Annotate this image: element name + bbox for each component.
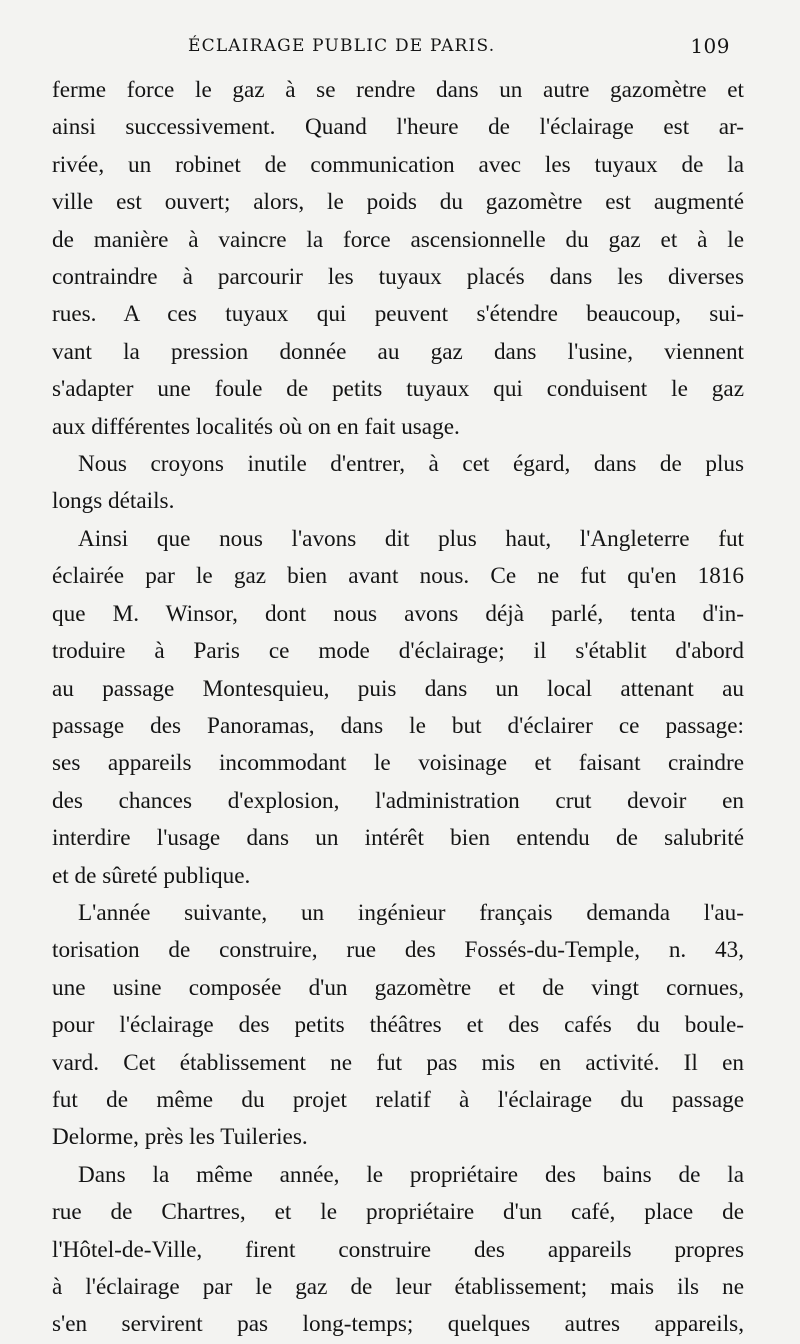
paragraph: [52, 72, 744, 446]
text-line: fut de même du projet relatif à l'éclairage du passage: [52, 1086, 744, 1113]
text-line: des chances d'explosion, l'administration crut devoir en: [52, 787, 744, 814]
text-line: Dans la même année, le propriétaire des bains de la: [78, 1161, 744, 1188]
text-line: L'année suivante, un ingénieur français demanda l'au-: [78, 899, 744, 926]
text-line: éclairée par le gaz bien avant nous. Ce ne fut qu'en 1816: [52, 563, 744, 590]
text-line: pour l'éclairage des petits théâtres et des cafés du boule-: [52, 1012, 744, 1039]
paragraph: [52, 446, 744, 521]
text-line: interdire l'usage dans un intérêt bien entendu de salubrité: [52, 825, 744, 852]
text-line: Nous croyons inutile d'entrer, à cet égard, dans de plus: [78, 451, 744, 478]
body-text: [52, 72, 744, 1344]
text-line: Delorme, près les Tuileries.: [52, 1124, 308, 1151]
text-line: à l'éclairage par le gaz de leur établissement; mais ils ne: [52, 1274, 744, 1300]
text-line: que M. Winsor, dont nous avons déjà parlé, tenta d'in-: [52, 600, 744, 627]
text-line: au passage Montesquieu, puis dans un local attenant au: [52, 675, 744, 702]
text-line: Ainsi que nous l'avons dit plus haut, l'Angleterre fut: [78, 525, 744, 552]
text-line: rivée, un robinet de communication avec les tuyaux de la: [52, 151, 744, 178]
page-number: 109: [690, 34, 730, 58]
text-line: vant la pression donnée au gaz dans l'usine, viennent: [52, 338, 744, 365]
running-title: ÉCLAIRAGE PUBLIC DE PARIS.: [188, 36, 496, 56]
text-line: ferme force le gaz à se rendre dans un autre gazomètre et: [52, 77, 744, 103]
text-line: l'Hôtel-de-Ville, firent construire des appareils propres: [52, 1236, 744, 1263]
text-line: une usine composée d'un gazomètre et de vingt cornues,: [52, 974, 744, 1001]
text-line: aux différentes localités où on en fait usage.: [52, 413, 460, 440]
text-line: troduire à Paris ce mode d'éclairage; il s'établit d'abord: [52, 638, 744, 665]
text-line: ville est ouvert; alors, le poids du gazomètre est augmenté: [52, 189, 744, 216]
text-line: ainsi successivement. Quand l'heure de l'éclairage est ar-: [52, 114, 744, 141]
text-line: longs détails.: [52, 488, 175, 515]
text-line: de manière à vaincre la force ascensionnelle du gaz et à le: [52, 226, 744, 253]
text-line: vard. Cet établissement ne fut pas mis en activité. Il en: [52, 1049, 744, 1076]
text-line: ses appareils incommodant le voisinage et faisant craindre: [52, 750, 744, 777]
text-line: torisation de construire, rue des Fossés-du-Temple, n. 43,: [52, 937, 744, 964]
running-header: [52, 32, 744, 72]
text-line: s'adapter une foule de petits tuyaux qui conduisent le gaz: [52, 376, 744, 403]
text-line: rue de Chartres, et le propriétaire d'un café, place de: [52, 1199, 744, 1226]
text-line: passage des Panoramas, dans le but d'éclairer ce passage:: [52, 712, 744, 739]
text-line: rues. A ces tuyaux qui peuvent s'étendre beaucoup, sui-: [52, 301, 744, 328]
paragraph: [52, 521, 744, 895]
text-line: s'en servirent pas long-temps; quelques autres appareils,: [52, 1311, 744, 1338]
text-line: contraindre à parcourir les tuyaux placés dans les diverses: [52, 264, 744, 291]
paragraph: [52, 895, 744, 1157]
text-line: et de sûreté publique.: [52, 862, 251, 889]
paragraph: [52, 1157, 744, 1344]
